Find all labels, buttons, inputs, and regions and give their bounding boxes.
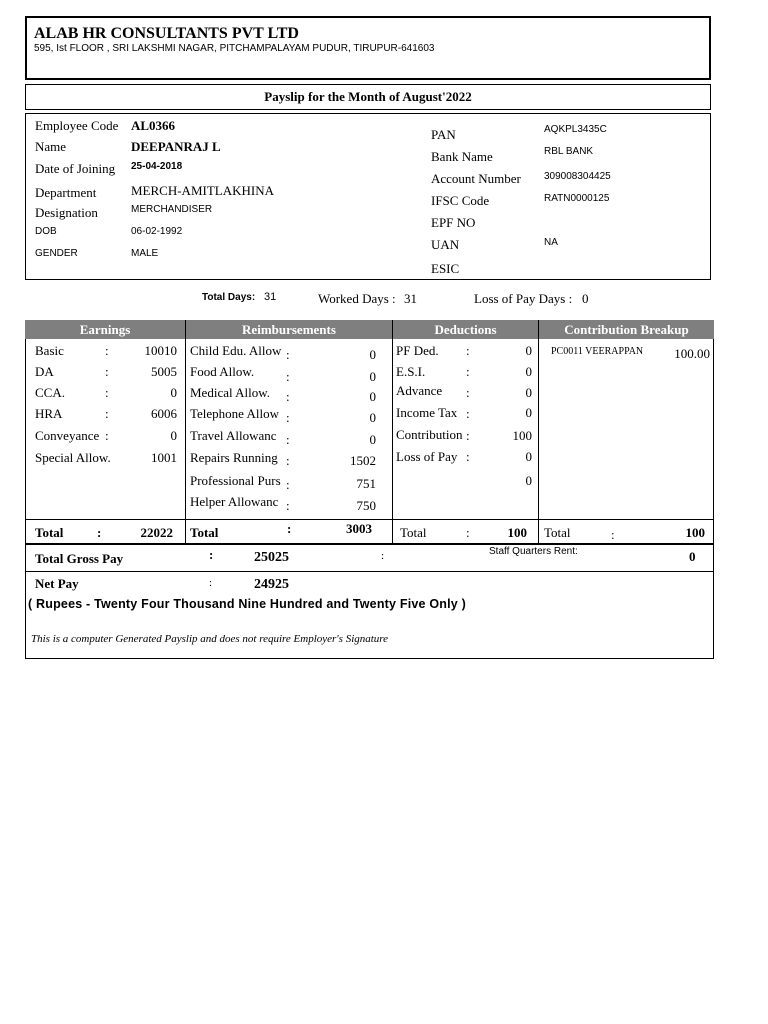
epf-label: EPF NO — [431, 215, 476, 230]
reimbursement-label: Food Allow. — [190, 364, 255, 379]
colon: : — [105, 364, 109, 379]
employee-name-label: Name — [35, 139, 67, 154]
ifsc-label: IFSC Code — [431, 193, 490, 208]
colon: : — [286, 477, 290, 492]
earning-value: 1001 — [151, 450, 177, 465]
colon: : — [466, 449, 470, 464]
colon: : — [286, 389, 290, 404]
reimbursement-value: 750 — [356, 498, 376, 513]
deduction-label: Income Tax — [396, 405, 458, 420]
deduction-value: 0 — [525, 405, 532, 420]
deductions-total-value: 100 — [507, 525, 527, 540]
total-days-value: 31 — [264, 291, 277, 303]
reimbursement-label: Helper Allowanc — [190, 494, 279, 509]
reimbursement-value: 0 — [369, 369, 376, 384]
deductions-total-label: Total — [400, 525, 427, 540]
deduction-value: 0 — [525, 473, 532, 488]
reimbursements-total-value: 3003 — [346, 521, 372, 536]
total-days-label: Total Days: — [202, 292, 256, 303]
colon: : — [466, 385, 470, 400]
company-address: 595, Ist FLOOR , SRI LAKSHMI NAGAR, PITCHAMPALAYAM PUDUR, TIRUPUR-641603 — [34, 43, 435, 54]
earnings-total-value: 22022 — [140, 525, 173, 540]
colon: : — [209, 577, 213, 589]
gender-value: MALE — [131, 248, 159, 259]
loss-of-pay-days-label: Loss of Pay Days : — [474, 291, 573, 306]
esic-label: ESIC — [431, 261, 460, 276]
earning-value: 10010 — [144, 343, 177, 358]
deduction-value: 0 — [525, 385, 532, 400]
deduction-value: 0 — [525, 449, 532, 464]
colon: : — [209, 547, 214, 562]
earning-value: 6006 — [151, 406, 177, 421]
reimbursement-value: 0 — [369, 432, 376, 447]
total-gross-pay-label: Total Gross Pay — [35, 551, 124, 566]
earning-label: HRA — [35, 406, 63, 421]
earnings-header: Earnings — [25, 320, 185, 339]
deductions-header: Deductions — [393, 320, 538, 339]
uan-label: UAN — [431, 237, 460, 252]
company-name: ALAB HR CONSULTANTS PVT LTD — [34, 25, 299, 42]
colon: : — [466, 364, 470, 379]
dob-value: 06-02-1992 — [131, 226, 183, 237]
reimbursements-total-label: Total — [190, 525, 219, 540]
gender-label: GENDER — [35, 248, 78, 259]
reimbursement-label: Repairs Running — [190, 450, 278, 465]
payslip-title: Payslip for the Month of August'2022 — [264, 89, 472, 104]
column-divider — [185, 320, 186, 544]
colon: : — [287, 521, 292, 536]
account-number-value: 309008304425 — [544, 171, 611, 182]
ifsc-value: RATN0000125 — [544, 193, 610, 204]
contribution-total-label: Total — [544, 525, 571, 540]
reimbursement-label: Travel Allowanc — [190, 428, 277, 443]
colon: : — [97, 525, 102, 540]
colon: : — [286, 347, 290, 362]
reimbursement-value: 0 — [369, 347, 376, 362]
reimbursement-label: Child Edu. Allow — [190, 343, 282, 358]
designation-value: MERCHANDISER — [131, 204, 213, 215]
colon: : — [466, 406, 470, 421]
contribution-header: Contribution Breakup — [539, 320, 714, 339]
earning-label: CCA. — [35, 385, 65, 400]
contribution-value: 100.00 — [674, 346, 710, 361]
colon: : — [286, 453, 290, 468]
colon: : — [105, 385, 109, 400]
deduction-label: Loss of Pay — [396, 449, 458, 464]
deduction-label: Advance — [396, 383, 443, 398]
deduction-value: 0 — [525, 343, 532, 358]
reimbursement-label: Medical Allow. — [190, 385, 271, 400]
uan-value: NA — [544, 237, 558, 248]
dob-label: DOB — [35, 226, 57, 237]
net-pay-box — [25, 571, 714, 659]
deduction-value: 100 — [512, 428, 532, 443]
colon: : — [286, 498, 290, 513]
net-pay-label: Net Pay — [35, 576, 79, 591]
colon: : — [286, 410, 290, 425]
earning-value: 5005 — [151, 364, 177, 379]
department-label: Department — [35, 185, 97, 200]
colon: : — [105, 343, 109, 358]
staff-quarters-rent-value: 0 — [689, 549, 696, 564]
net-pay-in-words: ( Rupees - Twenty Four Thousand Nine Hundred and Twenty Five Only ) — [28, 597, 466, 611]
reimbursement-value: 751 — [356, 476, 376, 491]
deduction-value: 0 — [525, 364, 532, 379]
net-pay-value: 24925 — [254, 577, 289, 592]
earning-label: Basic — [35, 343, 64, 358]
colon: : — [105, 406, 109, 421]
colon: : — [105, 428, 109, 443]
account-number-label: Account Number — [431, 171, 521, 186]
pan-label: PAN — [431, 127, 456, 142]
date-of-joining-value: 25-04-2018 — [131, 161, 183, 172]
computer-generated-note: This is a computer Generated Payslip and does not require Employer's Signature — [31, 633, 389, 645]
contribution-total-value: 100 — [685, 525, 705, 540]
colon: : — [466, 525, 470, 540]
colon: : — [286, 432, 290, 447]
bank-name-label: Bank Name — [431, 149, 493, 164]
employee-code-label: Employee Code — [35, 118, 119, 133]
earning-label: Special Allow. — [35, 450, 111, 465]
totals-divider — [25, 519, 714, 520]
earning-value: 0 — [170, 385, 177, 400]
contribution-label: PC0011 VEERAPPAN — [551, 346, 644, 357]
worked-days-value: 31 — [404, 291, 417, 306]
reimbursement-value: 1502 — [350, 453, 376, 468]
reimbursement-value: 0 — [369, 410, 376, 425]
pan-value: AQKPL3435C — [544, 124, 607, 135]
deduction-label: Contribution — [396, 427, 463, 442]
colon: : — [611, 527, 615, 542]
department-value: MERCH-AMITLAKHINA — [131, 183, 274, 198]
colon: : — [286, 369, 290, 384]
colon: : — [466, 428, 470, 443]
earning-label: DA — [35, 364, 54, 379]
employee-code-value: AL0366 — [131, 118, 176, 133]
colon: : — [381, 550, 385, 562]
staff-quarters-rent-label: Staff Quarters Rent: — [489, 546, 578, 557]
employee-name-value: DEEPANRAJ L — [131, 139, 221, 154]
earning-value: 0 — [170, 428, 177, 443]
column-divider — [392, 320, 393, 544]
designation-label: Designation — [35, 205, 98, 220]
gross-pay-box — [25, 544, 714, 572]
reimbursement-value: 0 — [369, 389, 376, 404]
deduction-label: PF Ded. — [396, 343, 439, 358]
date-of-joining-label: Date of Joining — [35, 161, 116, 176]
earning-label: Conveyance — [35, 428, 100, 443]
deduction-label: E.S.I. — [396, 364, 426, 379]
loss-of-pay-days-value: 0 — [582, 291, 589, 306]
colon: : — [466, 343, 470, 358]
column-divider — [538, 320, 539, 544]
total-gross-pay-value: 25025 — [254, 550, 289, 565]
worked-days-label: Worked Days : — [318, 291, 396, 306]
reimbursement-label: Telephone Allow — [190, 406, 279, 421]
reimbursements-header: Reimbursements — [186, 320, 392, 339]
bank-name-value: RBL BANK — [544, 146, 594, 157]
reimbursement-label: Professional Purs — [190, 473, 281, 488]
earnings-total-label: Total — [35, 525, 64, 540]
